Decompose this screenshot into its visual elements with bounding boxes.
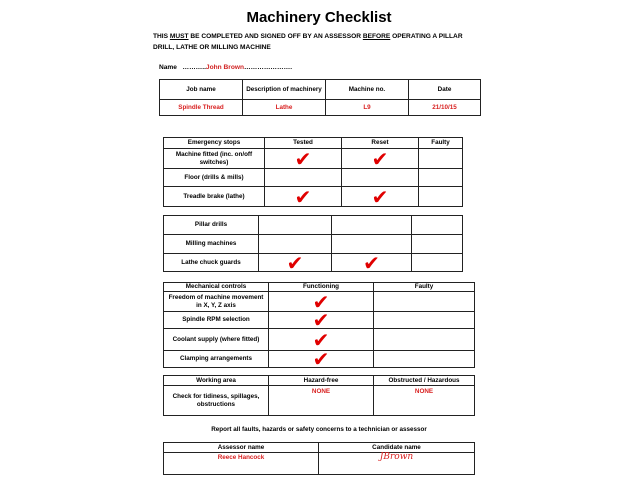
name-row [159,64,292,71]
check-icon: ✔ [269,351,374,368]
instructions-part1: THIS [153,33,170,40]
guards-row-cell [332,216,412,235]
job-table [159,79,481,116]
work-area-header-obstructed: Obstructed / Hazardous [374,376,475,386]
check-icon: ✔ [342,149,419,169]
work-area-header-hazard-free: Hazard-free [269,376,374,386]
signoff-table [163,442,475,475]
mechanical-row-faulty [374,292,475,312]
guards-row-label: Lathe chuck guards [164,254,259,272]
guards-row-cell [259,216,332,235]
work-area-hazard-free: NONE [269,386,374,416]
report-note: Report all faults, hazards or safety concerns to a technician or assessor [211,426,427,433]
emergency-row-label: Floor (drills & mills) [164,169,265,187]
mechanical-row-faulty [374,329,475,351]
work-area-obstructed: NONE [374,386,475,416]
name-label: Name [159,64,177,71]
work-area-header-label: Working area [164,376,269,386]
emergency-header-label: Emergency stops [164,138,265,149]
job-header-description: Description of machinery [243,80,326,100]
job-header-job-name: Job name [160,80,243,100]
page-title: Machinery Checklist [246,9,392,26]
mechanical-header-label: Mechanical controls [164,283,269,292]
instructions-part3: OPERATING A PILLAR DRILL, LATHE OR MILLING MACHINE [153,33,463,51]
check-icon: ✔ [265,187,342,207]
guards-row-label: Pillar drills [164,216,259,235]
job-cell-machine-no: L9 [326,100,409,116]
mechanical-row-label: Clamping arrangements [164,351,269,368]
check-icon: ✔ [332,254,412,272]
signoff-header-candidate: Candidate name [319,443,475,453]
check-icon: ✔ [342,187,419,207]
mechanical-header-functioning: Functioning [269,283,374,292]
emergency-row-faulty [419,187,463,207]
work-area-table [163,375,475,416]
job-header-date: Date [409,80,481,100]
job-cell-job-name: Spindle Thread [160,100,243,116]
mechanical-row-label: Freedom of machine movement in X, Y, Z axis [164,292,269,312]
signoff-candidate-cell [319,453,475,475]
name-suffix: …………………. [244,64,293,71]
work-area-row-label: Check for tidiness, spillages, obstructions [164,386,269,416]
job-cell-description: Lathe [243,100,326,116]
emergency-row-faulty [419,169,463,187]
emergency-row-reset [342,169,419,187]
name-value: John Brown [205,64,245,71]
mechanical-row-label: Coolant supply (where fitted) [164,329,269,351]
emergency-header-reset: Reset [342,138,419,149]
check-icon: ✔ [259,254,332,272]
job-cell-date: 21/10/15 [409,100,481,116]
instructions [153,31,483,53]
instructions-part2: BE COMPLETED AND SIGNED OFF BY AN ASSESSOR [188,33,363,40]
guards-row-label: Milling machines [164,235,259,254]
guards-row-cell [412,235,463,254]
emergency-row-label: Machine fitted (inc. on/off switches) [164,149,265,169]
mechanical-row-label: Spindle RPM selection [164,312,269,329]
signoff-header-assessor: Assessor name [164,443,319,453]
job-header-machine-no: Machine no. [326,80,409,100]
name-prefix: ……….. [182,64,206,71]
emergency-row-faulty [419,149,463,169]
instructions-must: MUST [169,33,189,40]
mechanical-row-faulty [374,312,475,329]
emergency-header-tested: Tested [265,138,342,149]
emergency-row-label: Treadle brake (lathe) [164,187,265,207]
candidate-signature: JBrown [379,452,414,462]
mechanical-table [163,282,475,371]
check-icon: ✔ [265,149,342,169]
mechanical-header-faulty: Faulty [374,283,475,292]
check-icon: ✔ [269,329,374,351]
check-icon: ✔ [269,312,374,329]
emergency-table [163,137,463,207]
emergency-row-tested [265,169,342,187]
check-icon: ✔ [269,292,374,312]
guards-row-cell [412,216,463,235]
mechanical-row-faulty [374,351,475,368]
guards-row-cell [412,254,463,272]
instructions-before: BEFORE [362,33,391,40]
emergency-header-faulty: Faulty [419,138,463,149]
signoff-assessor-name: Reece Hancock [164,453,319,475]
guards-table [163,215,463,275]
